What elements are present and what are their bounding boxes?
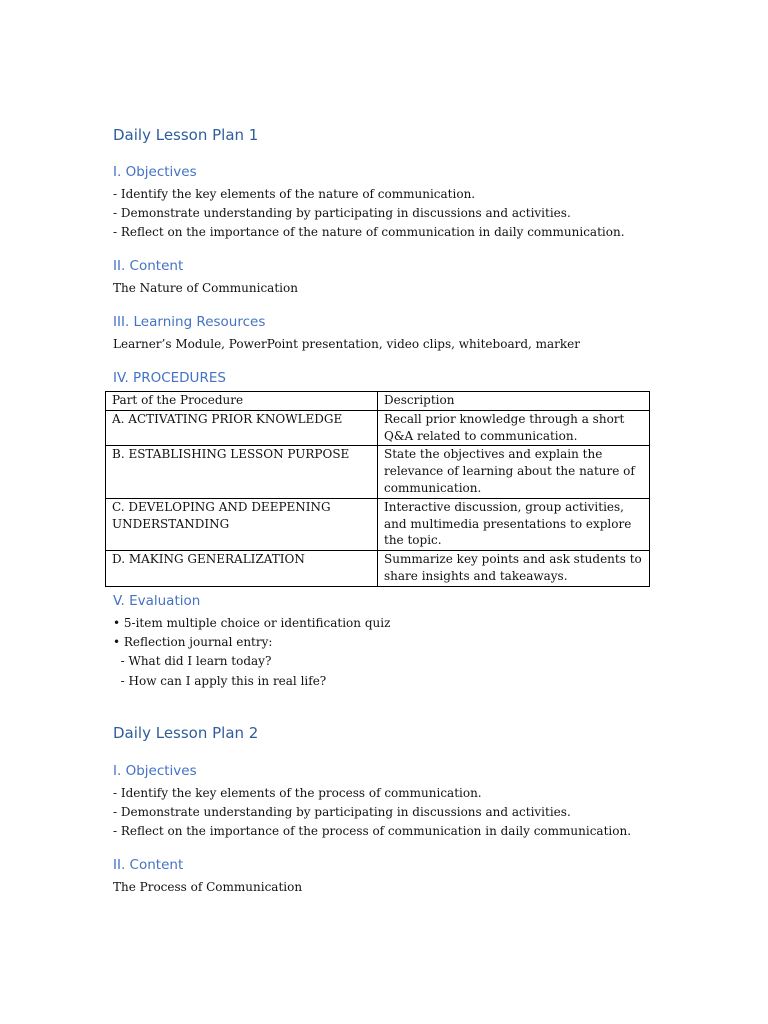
plan1-content-text: The Nature of Communication [113,281,298,295]
plan1-resources-text: Learner’s Module, PowerPoint presentation, video clips, whiteboard, marker [113,337,581,351]
procedure-part-cell: C. DEVELOPING AND DEEPENING UNDERSTANDING [106,498,378,550]
procedure-description-cell: Summarize key points and ask students to share insights and takeaways. [378,551,650,587]
plan2-title: Daily Lesson Plan 2 [113,724,259,742]
table-header-cell: Description [378,392,650,411]
table-header-cell: Part of the Procedure [106,392,378,411]
plan2-objectives-heading: I. Objectives [113,763,197,779]
plan1-title: Daily Lesson Plan 1 [113,126,259,144]
plan1-objective-item: - Demonstrate understanding by participating in discussions and activities. [113,206,571,220]
procedure-description-cell: Recall prior knowledge through a short Q&A related to communication. [378,410,650,446]
evaluation-line: • 5-item multiple choice or identification quiz [113,616,391,630]
plan1-evaluation-heading: V. Evaluation [113,593,201,609]
plan2-objective-item: - Identify the key elements of the process of communication. [113,786,482,800]
plan2-objective-item: - Demonstrate understanding by participating in discussions and activities. [113,805,571,819]
plan1-objectives-heading: I. Objectives [113,164,197,180]
table-header-row [106,392,650,411]
procedure-description-cell: State the objectives and explain the relevance of learning about the nature of communication. [378,446,650,498]
table-row [106,446,650,498]
evaluation-line: - How can I apply this in real life? [113,674,327,688]
table-row [106,410,650,446]
plan1-procedures-heading: IV. PROCEDURES [113,370,226,386]
plan2-content-heading: II. Content [113,857,184,873]
plan2-objective-item: - Reflect on the importance of the process of communication in daily communication. [113,824,632,838]
procedure-part-cell: D. MAKING GENERALIZATION [106,551,378,587]
plan1-objective-item: - Identify the key elements of the nature of communication. [113,187,476,201]
table-row [106,498,650,550]
evaluation-line: - What did I learn today? [113,654,272,668]
plan1-resources-heading: III. Learning Resources [113,314,266,330]
procedure-part-cell: B. ESTABLISHING LESSON PURPOSE [106,446,378,498]
procedure-part-cell: A. ACTIVATING PRIOR KNOWLEDGE [106,410,378,446]
plan1-objective-item: - Reflect on the importance of the nature of communication in daily communication. [113,225,625,239]
table-row [106,551,650,587]
plan1-content-heading: II. Content [113,258,184,274]
evaluation-line: • Reflection journal entry: [113,635,273,649]
procedure-description-cell: Interactive discussion, group activities, and multimedia presentations to explore the topic. [378,498,650,550]
plan2-content-text: The Process of Communication [113,880,303,894]
procedures-table [105,391,650,587]
